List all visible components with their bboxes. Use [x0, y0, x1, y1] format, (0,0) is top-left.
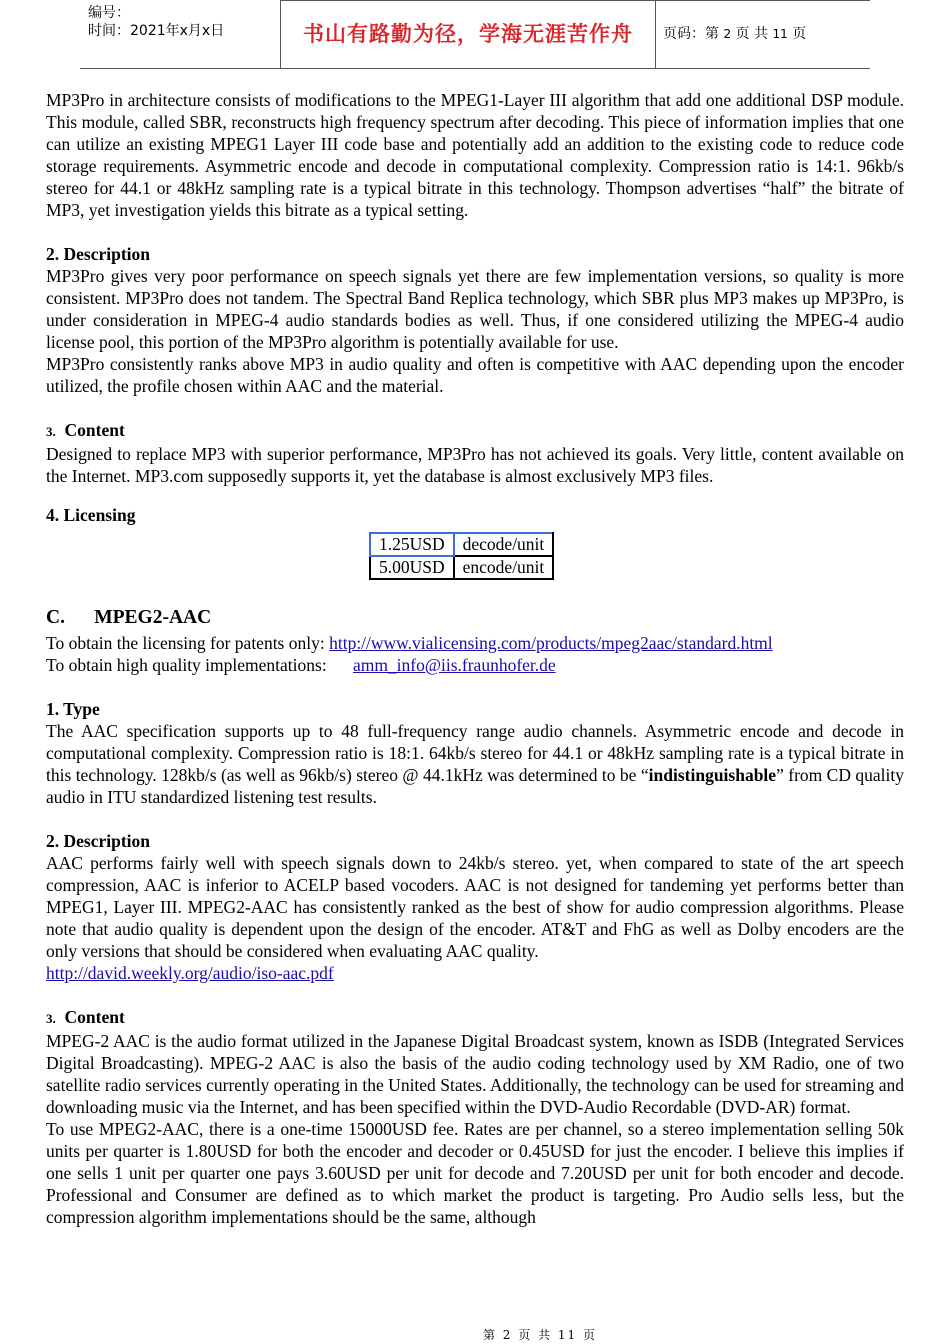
page-footer [0, 1326, 950, 1343]
footer-page-info [483, 1328, 597, 1342]
aac-content-paragraph-2: To use MPEG2-AAC, there is a one-time 15000USD fee. Rates are per channel, so a stereo implementation selling 50k units per quarter is 1.80USD for both the encoder and decoder or 0.45USD for just the encoder. I believe this implies if one sells 1 unit per quarter one pays 3.60USD per unit for decode and 7.20USD per unit for both encoder and decode. Professional and Consumer are defined as to which market the product is targeting. Pro Audio sells less, but the compression algorithm implementations should be the same, although [46, 1119, 904, 1227]
page-header [80, 0, 870, 69]
footer-prefix: 第 [482, 1328, 497, 1342]
aac-type-text-after: ” from CD quality audio in ITU standardized listening test results. [46, 765, 905, 807]
header-page-suffix: 页 [792, 26, 807, 42]
aac-section-heading: C. MPEG2-AAC [46, 607, 212, 628]
footer-page-total: 11 [557, 1328, 578, 1342]
mp3pro-description-heading: 2. Description [46, 244, 151, 264]
header-page-info [663, 0, 863, 68]
aac-impl-label: To obtain high quality implementations: [46, 655, 353, 675]
header-meta [88, 0, 278, 72]
aac-type-bold-term: indistinguishable [648, 765, 777, 785]
aac-description-heading: 2. Description [46, 831, 151, 851]
table-row [370, 556, 553, 579]
mp3pro-content-heading [46, 419, 904, 443]
header-page-num: 2 [723, 27, 732, 41]
aac-impl-line [46, 654, 904, 676]
header-date: 时间：2021年x月x日 [88, 23, 225, 39]
aac-content-number: 3. [46, 1011, 56, 1026]
footer-suffix: 页 [583, 1328, 598, 1342]
header-page-mid: 页 共 [735, 26, 768, 42]
table-cell-price: 1.25USD [370, 533, 454, 556]
aac-patent-link[interactable]: http://www.vialicensing.com/products/mpeg2aac/standard.html [329, 633, 773, 653]
aac-type-paragraph [46, 720, 904, 808]
table-row [370, 533, 553, 556]
table-cell-unit: encode/unit [454, 556, 554, 579]
mp3pro-content-number: 3. [46, 424, 56, 439]
header-page-total: 11 [772, 27, 788, 41]
aac-patent-line [46, 632, 904, 654]
aac-iso-pdf-link[interactable]: http://david.weekly.org/audio/iso-aac.pdf [46, 963, 334, 983]
mp3pro-licensing-heading: 4. Licensing [46, 505, 136, 525]
header-motto: 书山有路勤为径，学海无涯苦作舟 [280, 0, 656, 68]
body-content [46, 89, 904, 1228]
aac-description-link-line [46, 962, 904, 984]
aac-type-heading: 1. Type [46, 699, 100, 719]
intro-paragraph: MP3Pro in architecture consists of modifications to the MPEG1-Layer III algorithm that add one additional DSP module. This module, called SBR, reconstructs high frequency spectrum after decoding. This piece of information implies that one can utilize an existing MPEG1 Layer III code base and potentially add an addition to the existing code to reduce code storage requirements. Asymmetric encode and decode in computational complexity. Compression ratio is 14:1. 96kb/s stereo for 44.1 or 48kHz sampling rate is a typical bitrate in this technology. Thompson advertises “half” the bitrate of MP3, yet investigation yields this bitrate as a typical setting. [46, 90, 904, 220]
licensing-table [369, 532, 554, 580]
aac-patent-label: To obtain the licensing for patents only: [46, 633, 330, 653]
mp3pro-description-paragraph-2: MP3Pro consistently ranks above MP3 in audio quality and often is competitive with AAC depending upon the encoder utilized, the profile chosen within AAC and the material. [46, 354, 904, 396]
aac-content-paragraph-1: MPEG-2 AAC is the audio format utilized in the Japanese Digital Broadcast system, known as ISDB (Integrated Services Digital Broadcasting). MPEG-2 AAC is also the basis of the audio coding technology used by XM Radio, one of two satellite radio services currently operating in the United States. Additionally, the technology can be used for streaming and downloading music via the Internet, and has been specified within the DVD-Audio Recordable (DVD-AR) format. [46, 1031, 904, 1117]
mp3pro-content-paragraph: Designed to replace MP3 with superior performance, MP3Pro has not achieved its goals. Very little, content available on the Internet. MP3.com supposedly supports it, yet the database is almost exclusively MP3 files. [46, 444, 904, 486]
footer-mid: 页 共 [518, 1328, 553, 1342]
mp3pro-content-title: Content [64, 420, 125, 440]
aac-content-title: Content [64, 1007, 125, 1027]
header-page-prefix: 页码：第 [663, 26, 719, 42]
mp3pro-description-paragraph-1: MP3Pro gives very poor performance on speech signals yet there are few implementation versions, so quality is more consistent. MP3Pro does not tandem. The Spectral Band Replica technology, which SBR plus MP3 makes up MP3Pro, is under consideration in MPEG-4 audio standards bodies as well. Thus, if one considered utilizing the MPEG-4 audio license pool, this portion of the MP3Pro algorithm is potentially available for use. [46, 266, 904, 352]
aac-type-text-before: The AAC specification supports up to 48 full-frequency range audio channels. Asymmetric encode and decode in computational complexity. Compression ratio is 18:1. 64kb/s stereo for 44.1 or 48kHz sampling rate is a typical bitrate in this technology. 128kb/s (as well as 96kb/s) stereo @ 44.1kHz was determined to be “ [46, 721, 904, 785]
aac-impl-email-link[interactable]: amm_info@iis.fraunhofer.de [352, 655, 556, 675]
aac-description-paragraph: AAC performs fairly well with speech signals down to 24kb/s stereo. yet, when compared to state of the art speech compression, AAC is inferior to ACELP based vocoders. AAC is not designed for tandeming yet performs better than MPEG1, Layer III. MPEG2-AAC has consistently ranked as the best of show for audio compression algorithms. Please note that audio quality is dependent upon the design of the encoder. AT&T and FhG as well as Dolby encoders are the only versions that should be considered when evaluating AAC quality. [46, 853, 904, 961]
table-cell-price: 5.00USD [370, 556, 454, 579]
table-cell-unit: decode/unit [454, 533, 554, 556]
header-number-label: 编号： [88, 5, 130, 21]
footer-page-num: 2 [502, 1328, 513, 1342]
aac-content-heading [46, 1006, 904, 1030]
